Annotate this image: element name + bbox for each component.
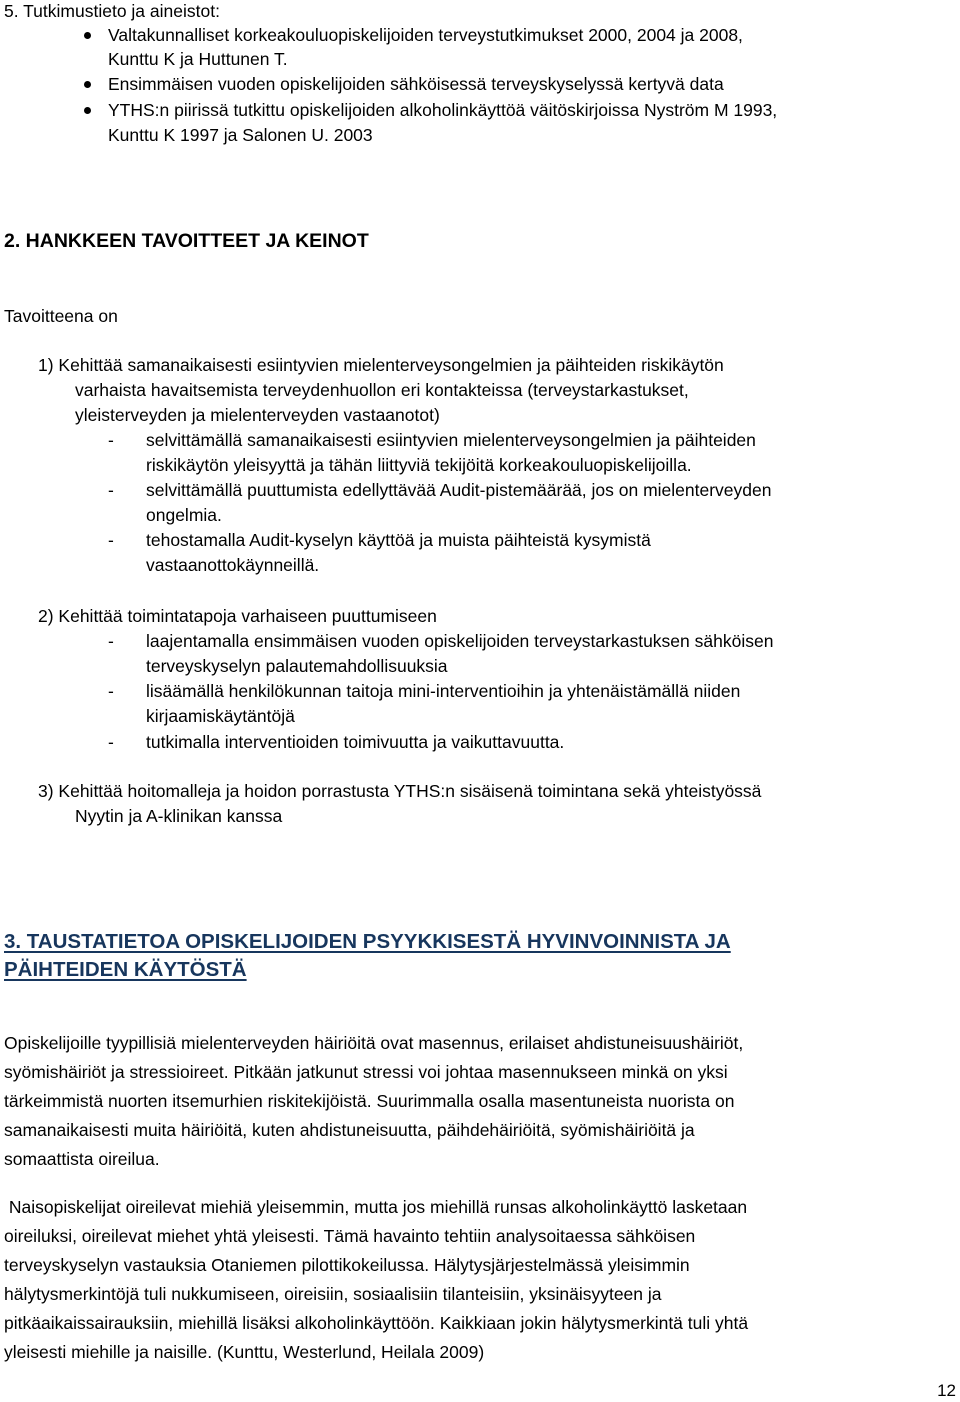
paragraph-line: somaattista oireilua. — [4, 1149, 160, 1169]
sub-item: tutkimalla interventioiden toimivuutta ja vaikuttavuutta. — [146, 732, 565, 752]
goal-line: 1) Kehittää samanaikaisesti esiintyvien mielenterveysongelmien ja päihteiden riskikäytön — [38, 355, 724, 375]
section-3-heading-cont: PÄIHTEIDEN KÄYTÖSTÄ — [4, 958, 247, 981]
dash-marker: - — [108, 732, 114, 752]
sub-item: selvittämällä puuttumista edellyttävää Audit-pistemäärää, jos on mielenterveyden — [146, 480, 772, 500]
sub-item-cont: ongelmia. — [146, 505, 222, 525]
paragraph-line: terveyskyselyn vastauksia Otaniemen pilottikokeilussa. Hälytysjärjestelmässä yleisimmin — [4, 1255, 690, 1275]
bullet-icon — [84, 81, 91, 88]
paragraph-line: samanaikaisesti muita häiriöitä, kuten ahdistuneisuutta, päihdehäiriöitä, syömishäiriöitä ja — [4, 1120, 695, 1140]
dash-marker: - — [108, 480, 114, 500]
sub-item-cont: riskikäytön yleisyyttä ja tähän liittyviä tekijöitä korkeakouluopiskelijoilla. — [146, 455, 692, 475]
goal-line: Nyytin ja A-klinikan kanssa — [75, 806, 283, 826]
paragraph-line: yleisesti miehille ja naisille. (Kunttu, Westerlund, Heilala 2009) — [4, 1342, 485, 1362]
paragraph-line: tärkeimmistä nuorten itsemurhien riskitekijöistä. Suurimmalla osalla masentuneista nuorista on — [4, 1091, 735, 1111]
list-item: Ensimmäisen vuoden opiskelijoiden sähköisessä terveyskyselyssä kertyvä data — [108, 74, 724, 94]
paragraph-line: pitkäaikaissairauksiin, miehillä lisäksi alkoholinkäyttöön. Kaikkiaan jokin hälytysmerkintä tuli yhtä — [4, 1313, 749, 1333]
bullet-icon — [84, 107, 91, 114]
dash-marker: - — [108, 430, 114, 450]
dash-marker: - — [108, 530, 114, 550]
section-3-heading: 3. TAUSTATIETOA OPISKELIJOIDEN PSYYKKISESTÄ HYVINVOINNISTA JA — [4, 930, 731, 953]
goal-line: varhaista havaitsemista terveydenhuollon eri kontakteissa (terveystarkastukset, — [75, 380, 689, 400]
paragraph-line: hälytysmerkintöjä tuli nukkumiseen, oireisiin, sosiaalisiin tilanteisiin, yksinäisyyteen ja — [4, 1284, 662, 1304]
intro-text: Tavoitteena on — [4, 306, 118, 326]
section-5-heading: 5. Tutkimustieto ja aineistot: — [4, 1, 220, 21]
section-2-heading: 2. HANKKEEN TAVOITTEET JA KEINOT — [4, 230, 369, 252]
sub-item: lisäämällä henkilökunnan taitoja mini-interventioihin ja yhtenäistämällä niiden — [146, 681, 741, 701]
dash-marker: - — [108, 681, 114, 701]
list-item-cont: Kunttu K ja Huttunen T. — [108, 49, 288, 69]
goal-line: yleisterveyden ja mielenterveyden vastaanotot) — [75, 405, 440, 425]
page-number: 12 — [937, 1381, 956, 1400]
dash-marker: - — [108, 631, 114, 651]
goal-line: 2) Kehittää toimintatapoja varhaiseen puuttumiseen — [38, 606, 437, 626]
paragraph-line: syömishäiriöt ja stressioireet. Pitkään jatkunut stressi voi johtaa masennukseen minkä on yksi — [4, 1062, 728, 1082]
sub-item: laajentamalla ensimmäisen vuoden opiskelijoiden terveystarkastuksen sähköisen — [146, 631, 774, 651]
goal-line: 3) Kehittää hoitomalleja ja hoidon porrastusta YTHS:n sisäisenä toimintana sekä yhteistyössä — [38, 781, 762, 801]
sub-item: tehostamalla Audit-kyselyn käyttöä ja muista päihteistä kysymistä — [146, 530, 651, 550]
sub-item-cont: terveyskyselyn palautemahdollisuuksia — [146, 656, 448, 676]
paragraph-line: oireiluksi, oireilevat miehet yhtä yleisesti. Tämä havainto tehtiin analysoitaessa sähköisen — [4, 1226, 696, 1246]
paragraph-line: Opiskelijoille tyypillisiä mielenterveyden häiriöitä ovat masennus, erilaiset ahdistuneisuushäiriöt, — [4, 1033, 744, 1053]
list-item-cont: Kunttu K 1997 ja Salonen U. 2003 — [108, 125, 373, 145]
list-item: Valtakunnalliset korkeakouluopiskelijoiden terveystutkimukset 2000, 2004 ja 2008, — [108, 25, 743, 45]
bullet-icon — [84, 32, 91, 39]
sub-item-cont: kirjaamiskäytäntöjä — [146, 706, 295, 726]
sub-item-cont: vastaanottokäynneillä. — [146, 555, 320, 575]
list-item: YTHS:n piirissä tutkittu opiskelijoiden alkoholinkäyttöä väitöskirjoissa Nyström M 1993, — [108, 100, 778, 120]
sub-item: selvittämällä samanaikaisesti esiintyvien mielenterveysongelmien ja päihteiden — [146, 430, 756, 450]
paragraph-line: Naisopiskelijat oireilevat miehiä yleisemmin, mutta jos miehillä runsas alkoholinkäyttö lasketaan — [4, 1197, 748, 1217]
